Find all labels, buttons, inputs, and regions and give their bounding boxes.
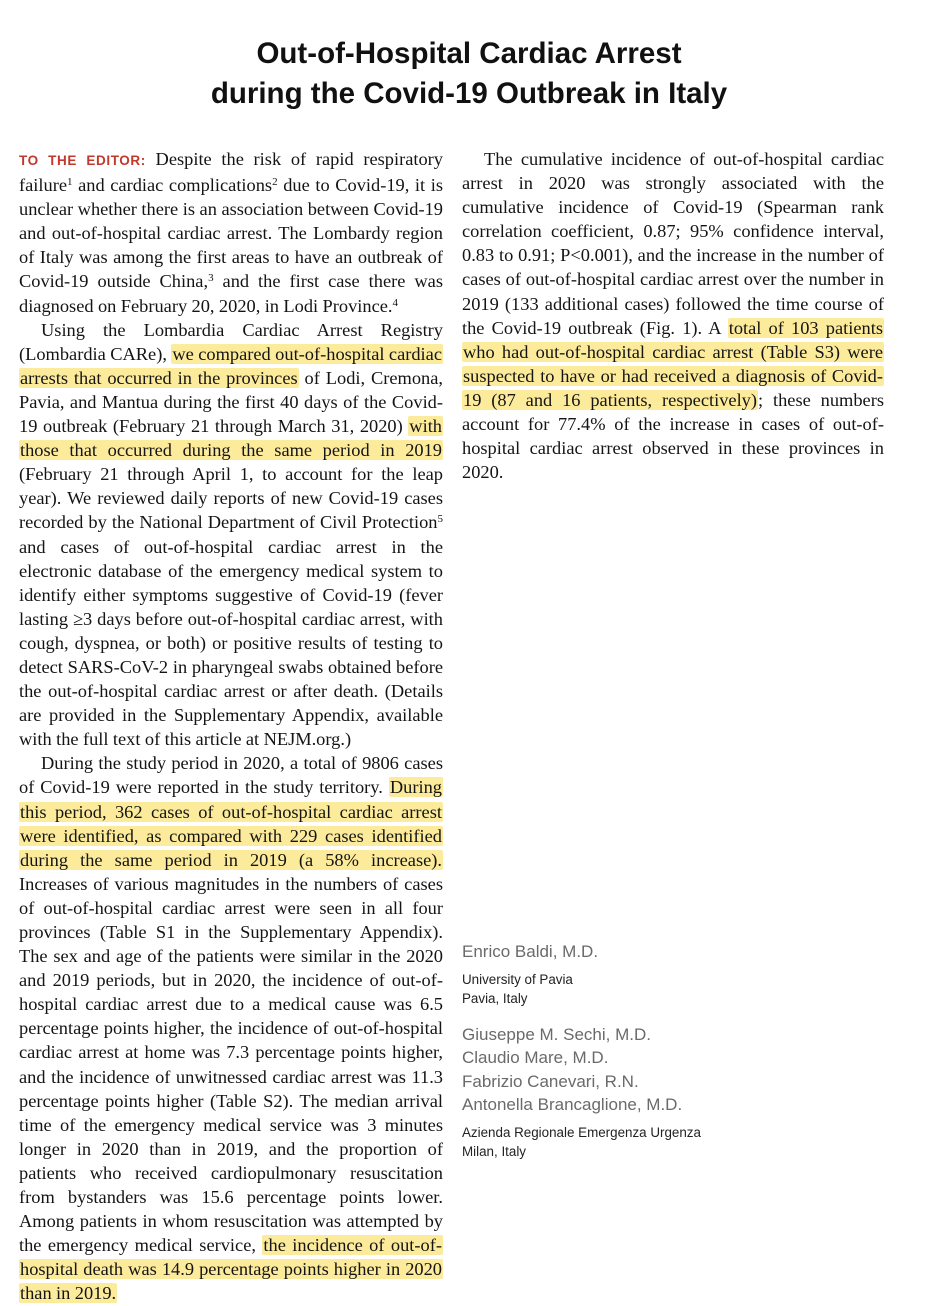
- author-name: Claudio Mare, M.D.: [462, 1048, 609, 1067]
- p3-highlight-1: During this period, 362 cases of out-of-hospital cardiac arrest were identified, as compared with 229 cases identified during the same period in 2019 (a 58% increase).: [20, 777, 442, 870]
- p1-text-c: due to Covid-19, it is unclear whether there is an association between Covid-19 and out-of-hospital cardiac arrest. The Lombardy region of Italy was among the first areas to have an outbreak of Covid-19 outside China,: [19, 175, 443, 292]
- right-column: [462, 147, 884, 484]
- p2-text-c: (February 21 through April 1, to account for the leap year). We reviewed daily reports of new Covid-19 cases recorded by the National Department of Civil Protection: [19, 464, 443, 533]
- affiliation-line: Azienda Regionale Emergenza Urgenza: [462, 1124, 701, 1140]
- p4-text-a: The cumulative incidence of out-of-hospital cardiac arrest in 2020 was strongly associated with the cumulative incidence of Covid-19 (Spearman rank correlation coefficient, 0.87; 95% confidence interval, 0.83 to 0.91; P<0.001), and the increase in the number of cases of out-of-hospital cardiac arrest over the number in 2019 (133 additional cases) followed the time course of the Covid-19 outbreak (Fig. 1). A: [462, 149, 884, 338]
- p4-highlight-1: total of 103 patients who had out-of-hospital cardiac arrest (Table S3) were suspected to have or had received a diagnosis of Covid-19 (87 and 16 patients, respectively): [463, 317, 883, 410]
- affiliation-line: Pavia, Italy: [462, 991, 528, 1006]
- paragraph-2: [19, 318, 443, 752]
- p1-text-a: Despite the risk of rapid respiratory failure: [19, 149, 443, 196]
- author-name: Fabrizio Canevari, R.N.: [462, 1071, 639, 1091]
- author-name: Giuseppe M. Sechi, M.D.: [462, 1024, 651, 1044]
- p2-text-d: and cases of out-of-hospital cardiac arrest in the electronic database of the emergency medical system to identify either symptoms suggestive of Covid-19 (fever lasting ≥3 days before out-of-hospital cardiac arrest, with cough, dyspnea, or both) or positive results of testing to detect SARS-CoV-2 in pharyngeal swabs obtained before the out-of-hospital cardiac arrest or after death. (Details are provided in the Supplementary Appendix, available with the full text of this article at NEJM.org.): [19, 536, 443, 750]
- paragraph-1: [19, 147, 443, 318]
- title-line-2: during the Covid-19 Outbreak in Italy: [210, 77, 728, 110]
- author-name: Enrico Baldi, M.D.: [462, 942, 599, 961]
- paragraph-4: [462, 147, 884, 484]
- paragraph-3: [19, 751, 443, 1305]
- lead-label: TO THE EDITOR:: [19, 153, 146, 168]
- author-name: Antonella Brancaglione, M.D.: [462, 1095, 683, 1114]
- p3-text-b: Increases of various magnitudes in the numbers of cases of out-of-hospital cardiac arrest were seen in all four provinces (Table S1 in the Supplementary Appendix). The sex and age of the patients were similar in the 2020 and 2019 periods, but in 2020, the incidence of out-of-hospital cardiac arrest due to a medical cause was 6.5 percentage points higher, the incidence of out-of-hospital cardiac arrest at home was 7.3 percentage points higher, and the incidence of unwitnessed cardiac arrest was 11.3 percentage points higher (Table S2). The median arrival time of the emergency medical service was 3 minutes longer in 2020 than in 2019, and the proportion of patients who received cardiopulmonary resuscitation from bystanders was 15.6 percentage points lower. Among patients in whom resuscitation was attempted by the emergency medical service,: [19, 873, 443, 1256]
- p1-text-d: and the first case there was diagnosed on February 20, 2020, in Lodi Province.: [19, 271, 443, 316]
- p1-text-b: and cardiac complications: [72, 175, 273, 196]
- p2-highlight-1: we compared out-of-hospital cardiac arrests that occurred in the provinces: [20, 343, 442, 388]
- p4-text-b: ; these numbers account for 77.4% of the increase in cases of out-of-hospital cardiac arrest observed in these provinces in 2020.: [462, 389, 885, 483]
- ref-5: 5: [437, 513, 443, 526]
- title-line-1: Out-of-Hospital Cardiac Arrest: [256, 37, 682, 70]
- p2-highlight-2: with those that occurred during the same period in 2019: [20, 416, 442, 461]
- ref-2: 2: [272, 176, 278, 189]
- affiliation-line: University of Pavia: [462, 971, 573, 987]
- left-column: [19, 147, 443, 1306]
- article-title: [0, 34, 938, 114]
- p3-text-a: During the study period in 2020, a total of 9806 cases of Covid-19 were reported in the study territory.: [19, 753, 443, 798]
- p3-highlight-2: the incidence of out-of-hospital death was 14.9 percentage points higher in 2020 than in 2019.: [20, 1235, 442, 1304]
- p2-text-a: Using the Lombardia Cardiac Arrest Registry (Lombardia CARe),: [19, 319, 443, 364]
- author-list: [462, 940, 902, 1162]
- affiliation-line: Milan, Italy: [462, 1144, 526, 1159]
- ref-1: 1: [67, 176, 73, 189]
- ref-3: 3: [208, 272, 214, 285]
- ref-4: 4: [392, 296, 399, 309]
- p2-text-b: of Lodi, Cremona, Pavia, and Mantua during the first 40 days of the Covid-19 outbreak (February 21 through March 31, 2020): [19, 367, 444, 437]
